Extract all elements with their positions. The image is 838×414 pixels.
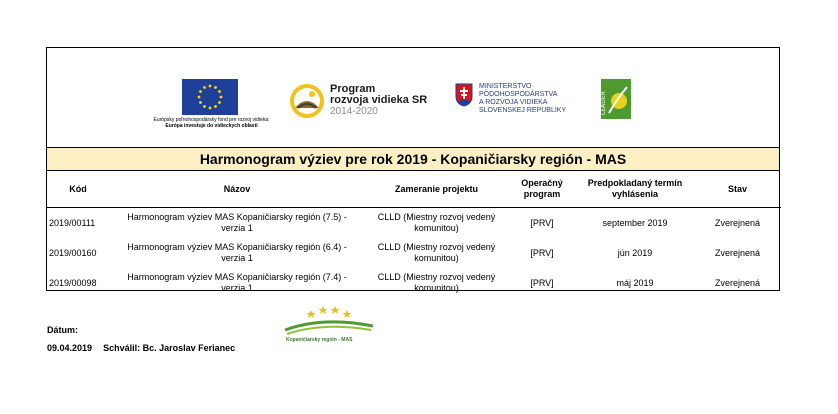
leader-word: LEADER (600, 91, 607, 115)
ministry-text: MINISTERSTVO PÔDOHOSPODÁRSTVA A ROZVOJA VIDIEKA SLOVENSKEJ REPUBLIKY (479, 83, 567, 114)
eu-caption: Európsky poľnohospodársky fond pre rozvoj vidieka: Európa investuje do vidieckych oblastí (153, 117, 270, 129)
row-status: Zverejnená (714, 217, 761, 228)
eu-flag-icon (182, 79, 238, 115)
header-code: Kód (69, 183, 87, 194)
leader-logo-icon (601, 79, 631, 119)
document-title: Harmonogram výziev pre rok 2019 - Kopaničiarsky región - MAS (47, 147, 779, 171)
row-code: 2019/00098 (49, 277, 97, 288)
row-focus: CLLD (Miestny rozvoj vedený komunitou) (377, 242, 496, 263)
row-program: [PRV] (530, 247, 554, 258)
row-date: máj 2019 (616, 277, 654, 288)
date-label: Dátum: (47, 325, 78, 335)
rural-program-logo-icon (288, 82, 326, 120)
table-row (47, 208, 781, 239)
header-status: Stav (727, 183, 747, 194)
approval-block (47, 321, 235, 357)
row-name: Harmonogram výziev MAS Kopaničiarsky región (7.5) - verzia 1 (127, 212, 347, 233)
row-status: Zverejnená (714, 277, 761, 288)
header-program: Operačný program (521, 178, 563, 199)
header-date: Predpokladaný termín vyhlásenia (587, 178, 683, 199)
slovak-coat-of-arms-icon (455, 83, 473, 107)
table-header-row (47, 171, 781, 208)
row-code: 2019/00160 (49, 247, 97, 258)
row-code: 2019/00111 (49, 217, 96, 228)
row-focus: CLLD (Miestny rozvoj vedený komunitou) (377, 212, 496, 233)
row-date: september 2019 (602, 217, 668, 228)
approved-by: Schválil: Bc. Jaroslav Ferianec (103, 343, 236, 353)
calls-table (47, 171, 781, 298)
header-focus: Zameranie projektu (394, 183, 479, 194)
row-focus: CLLD (Miestny rozvoj vedený komunitou) (377, 272, 496, 293)
row-program: [PRV] (530, 217, 554, 228)
date-value: 09.04.2019 (47, 343, 93, 353)
rural-program-text: Program rozvoja vidieka SR 2014-2020 (330, 83, 428, 117)
row-date: jún 2019 (617, 247, 653, 258)
row-name: Harmonogram výziev MAS Kopaničiarsky región (6.4) - verzia 1 (127, 242, 347, 263)
table-row (47, 268, 781, 298)
row-program: [PRV] (530, 277, 554, 288)
row-name: Harmonogram výziev MAS Kopaničiarsky región (7.4) - verzia 1 (127, 272, 347, 293)
table-row (47, 238, 781, 268)
row-status: Zverejnená (714, 247, 761, 258)
mas-caption: Kopaničiarsky región - MAS (286, 337, 353, 343)
logo-strip (47, 48, 779, 148)
document-frame (46, 47, 780, 291)
header-name: Názov (223, 183, 251, 194)
